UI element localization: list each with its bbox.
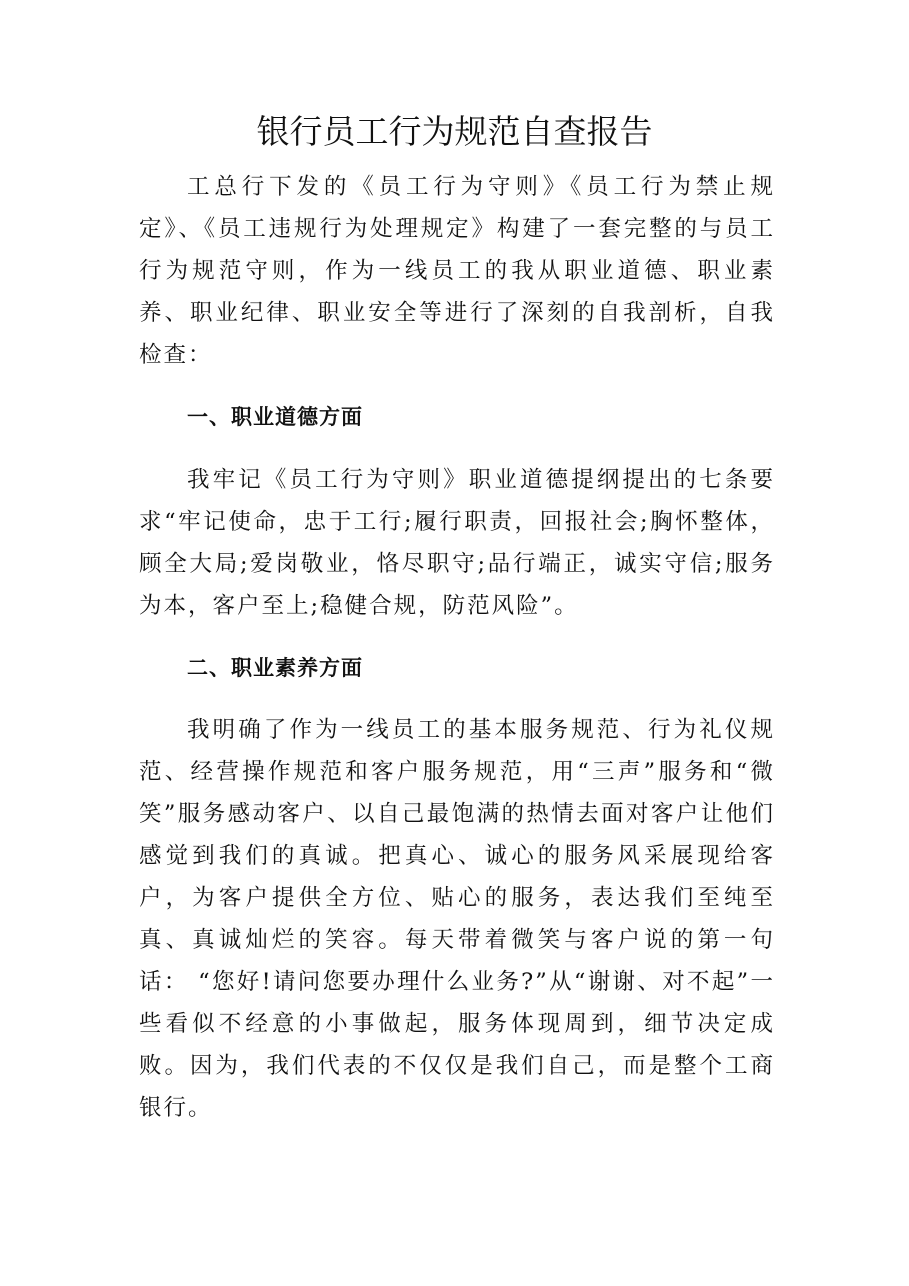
intro-paragraph: 工总行下发的《员工行为守则》《员工行为禁止规定》、《员工违规行为处理规定》构建了一套完整的与员工行为规范守则，作为一线员工的我从职业道德、职业素养、职业纪律、职业安全等进行了深刻的自我剖析，自我检查：	[139, 174, 775, 368]
professional-quality-paragraph: 我明确了作为一线员工的基本服务规范、行为礼仪规范、经营操作规范和客户服务规范，用“三声”服务和“微笑”服务感动客户、以自己最饱满的热情去面对客户让他们感觉到我们的真诚。把真心、诚心的服务风采展现给客户，为客户提供全方位、贴心的服务，表达我们至纯至真、真诚灿烂的笑容。每天带着微笑与客户说的第一句话： “您好!请问您要办理什么业务?”从“谢谢、对不起”一些看似不经意的小事做起，服务体现周到，细节决定成败。因为，我们代表的不仅仅是我们自己，而是整个工商银行。	[139, 717, 775, 1121]
professional-ethics-paragraph: 我牢记《员工行为守则》职业道德提纲提出的七条要求“牢记使命，忠于工行;履行职责，回报社会;胸怀整体，顾全大局;爱岗敬业，恪尽职守;品行端正，诚实守信;服务为本，客户至上;稳健合规，防范风险”。	[139, 467, 775, 619]
section-heading-professional-ethics: 一、职业道德方面	[187, 405, 363, 429]
document-title: 银行员工行为规范自查报告	[256, 112, 653, 151]
section-heading-professional-quality: 二、职业素养方面	[187, 656, 363, 680]
